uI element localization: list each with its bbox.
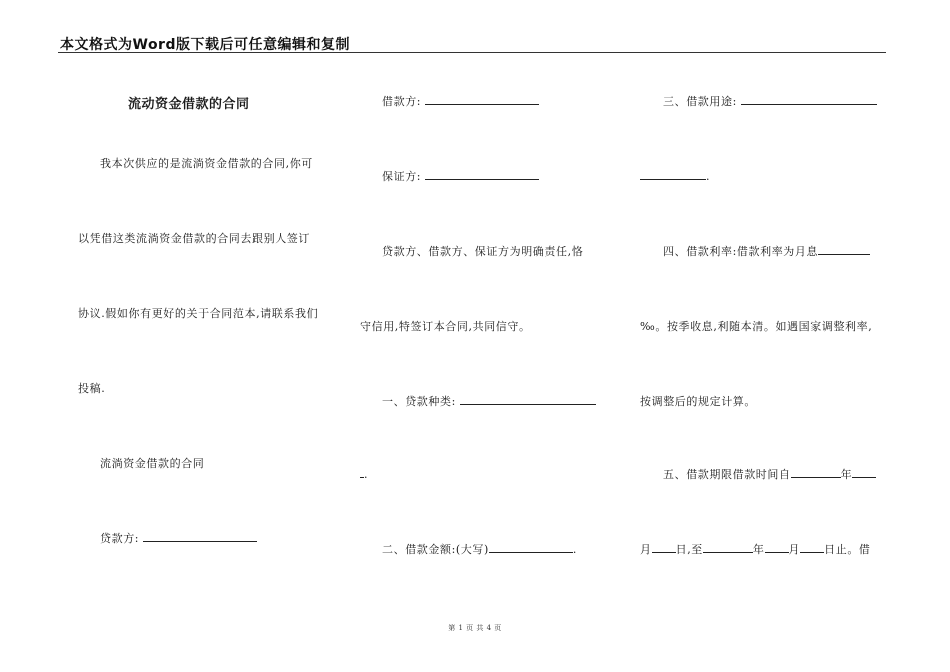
loan-term-month-unit: 月: [640, 543, 652, 556]
loan-term-end-month-unit: 月: [788, 543, 801, 556]
loan-amount-label: 二、借款金额:(大写): [382, 543, 489, 556]
loan-term-to: 日,至: [675, 543, 703, 556]
loan-amount-field: [382, 541, 577, 557]
loan-term-end-day-blank: [800, 541, 824, 553]
intro-line-3: 协议.假如你有更好的关于合同范本,请联系我们: [78, 307, 319, 320]
preamble-line-1: 贷款方、借款方、保证方为明确责任,恪: [382, 245, 584, 258]
loan-purpose-continuation-blank: [640, 168, 706, 180]
loan-term-field: [663, 466, 876, 482]
intro-line-1: 我本次供应的是流淌资金借款的合同,你可: [100, 157, 313, 170]
guarantor-label: 保证方:: [382, 170, 422, 183]
borrower-label: 借款方:: [382, 95, 422, 108]
interest-rate-blank: [818, 243, 870, 255]
intro-line-2: 以凭借这类流淌资金借款的合同去跟别人签订: [78, 232, 310, 245]
page-footer: 第 1 页 共 4 页: [448, 624, 502, 632]
loan-term-day-blank: [652, 541, 676, 553]
loan-term-end-month-blank: [765, 541, 789, 553]
loan-term-year-blank: [791, 466, 841, 478]
borrower-field: [382, 93, 539, 109]
interest-rate-field: [663, 243, 870, 259]
loan-type-field: [382, 393, 596, 409]
loan-purpose-label: 三、借款用途:: [663, 95, 737, 108]
loan-purpose-continuation: [640, 168, 710, 183]
interest-rate-label: 四、借款利率:借款利率为月息: [663, 245, 819, 258]
loan-term-year-unit: 年: [840, 468, 853, 481]
preamble-line-2: 守信用,特签订本合同,共同信守。: [360, 320, 531, 333]
loan-term-month-blank: [852, 466, 876, 478]
loan-term-end-year-unit: 年: [752, 543, 765, 556]
interest-rate-line-3: 按调整后的规定计算。: [640, 395, 756, 408]
contract-subtitle: 流淌资金借款的合同: [100, 457, 205, 470]
document-header-title: 本文格式为Word版下载后可任意编辑和复制: [60, 37, 350, 53]
lender-blank: [143, 530, 257, 542]
loan-type-continuation: [360, 466, 368, 481]
loan-amount-end: .: [572, 543, 577, 556]
loan-type-blank: [460, 393, 596, 405]
borrower-blank: [425, 93, 539, 105]
lender-field: [100, 530, 257, 546]
header-divider: [58, 52, 886, 53]
loan-term-label: 五、借款期限借款时间自: [663, 468, 791, 481]
loan-term-line-2: [640, 541, 871, 557]
loan-type-label: 一、贷款种类:: [382, 395, 456, 408]
interest-rate-line-2: ‰。按季收息,利随本清。如遇国家调整利率,: [640, 320, 873, 333]
loan-amount-blank: [489, 541, 573, 553]
guarantor-blank: [425, 168, 539, 180]
intro-line-4: 投稿.: [78, 382, 106, 395]
guarantor-field: [382, 168, 539, 184]
loan-term-end: 日止。借: [824, 543, 871, 556]
contract-title: 流动资金借款的合同: [128, 97, 250, 112]
lender-label: 贷款方:: [100, 532, 140, 545]
loan-purpose-blank: [741, 93, 877, 105]
loan-purpose-field: [663, 93, 877, 109]
loan-purpose-end: .: [706, 170, 711, 183]
loan-term-end-year-blank: [703, 541, 753, 553]
loan-type-end: .: [364, 468, 369, 481]
